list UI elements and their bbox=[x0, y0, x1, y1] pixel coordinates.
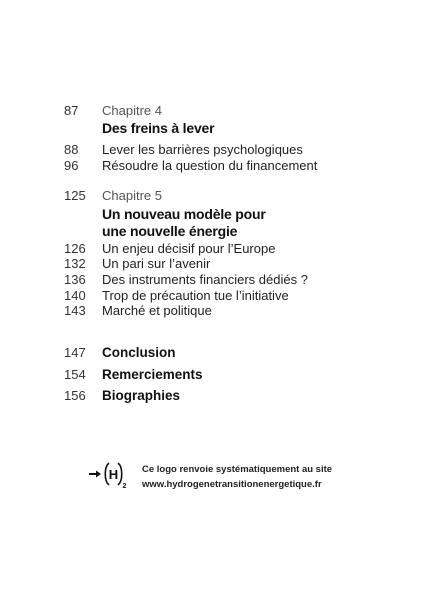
chapter-title-line-2: une nouvelle énergie bbox=[102, 223, 238, 239]
toc-entry[interactable] bbox=[64, 302, 404, 320]
toc-entry[interactable] bbox=[64, 157, 404, 175]
logo-note bbox=[142, 462, 332, 492]
h2-logo bbox=[88, 460, 138, 490]
page-number: 88 bbox=[64, 142, 79, 157]
toc-chapter-4-row[interactable] bbox=[64, 102, 404, 120]
page-number: 143 bbox=[64, 303, 86, 318]
entry-title: Un pari sur l’avenir bbox=[102, 256, 211, 271]
hydrogen-logo-icon bbox=[105, 463, 126, 490]
svg-text:H: H bbox=[108, 467, 119, 482]
website-link[interactable]: www.hydrogenetransitionenergetique.fr bbox=[142, 479, 322, 490]
toc-chapter-5-row[interactable] bbox=[64, 187, 404, 205]
arrow-right-icon bbox=[89, 471, 101, 478]
page-number: 156 bbox=[64, 388, 86, 403]
chapter-label: Chapitre 4 bbox=[102, 103, 162, 118]
page-number: 125 bbox=[64, 188, 86, 203]
page-number: 154 bbox=[64, 367, 86, 382]
entry-title: Un enjeu décisif pour l’Europe bbox=[102, 241, 276, 256]
page-number: 140 bbox=[64, 288, 86, 303]
page-number: 147 bbox=[64, 345, 86, 360]
entry-title: Résoudre la question du financement bbox=[102, 158, 318, 173]
chapter-title: Des freins à lever bbox=[102, 120, 215, 136]
page-number: 87 bbox=[64, 103, 79, 118]
entry-title: Lever les barrières psychologiques bbox=[102, 142, 303, 157]
page-number: 136 bbox=[64, 272, 86, 287]
chapter-title-line-1: Un nouveau modèle pour bbox=[102, 206, 266, 222]
logo-note-line-1: Ce logo renvoie systématiquement au site bbox=[142, 464, 333, 475]
page-number: 132 bbox=[64, 256, 86, 271]
entry-title: Biographies bbox=[102, 388, 181, 403]
chapter-label: Chapitre 5 bbox=[102, 188, 162, 203]
entry-title: Remerciements bbox=[102, 367, 203, 382]
toc-remerciements[interactable] bbox=[64, 366, 404, 384]
toc-conclusion[interactable] bbox=[64, 344, 404, 362]
entry-title: Des instruments financiers dédiés ? bbox=[102, 272, 308, 287]
toc-biographies[interactable] bbox=[64, 387, 404, 405]
page-number: 96 bbox=[64, 158, 79, 173]
page-number: 126 bbox=[64, 241, 86, 256]
entry-title: Trop de précaution tue l’initiative bbox=[102, 288, 289, 303]
entry-title: Conclusion bbox=[102, 345, 176, 360]
svg-text:2: 2 bbox=[122, 483, 127, 490]
entry-title: Marché et politique bbox=[102, 303, 212, 318]
